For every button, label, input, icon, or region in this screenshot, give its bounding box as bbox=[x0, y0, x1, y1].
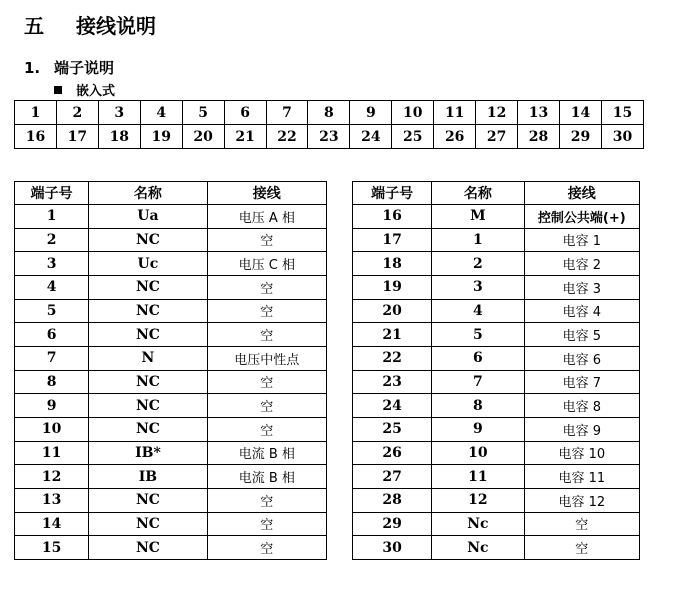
table-row bbox=[15, 512, 327, 536]
cell-wiring: 电压 C 相 bbox=[207, 252, 326, 276]
table-row bbox=[15, 323, 327, 347]
grid-cell: 30 bbox=[601, 125, 643, 149]
cell-name: Ua bbox=[89, 205, 207, 229]
cell-name: NC bbox=[89, 488, 207, 512]
cell-wiring: 电压中性点 bbox=[207, 346, 326, 370]
cell-wiring: 电容 10 bbox=[524, 441, 639, 465]
table-row bbox=[15, 252, 327, 276]
table-row bbox=[353, 370, 640, 394]
grid-cell: 21 bbox=[224, 125, 266, 149]
cell-terminal-no: 26 bbox=[353, 441, 432, 465]
table-row bbox=[15, 536, 327, 560]
grid-cell: 12 bbox=[476, 101, 518, 125]
cell-name: 5 bbox=[432, 323, 524, 347]
grid-cell: 4 bbox=[140, 101, 182, 125]
cell-terminal-no: 28 bbox=[353, 488, 432, 512]
cell-terminal-no: 23 bbox=[353, 370, 432, 394]
grid-cell: 8 bbox=[308, 101, 350, 125]
cell-wiring: 空 bbox=[207, 323, 326, 347]
cell-terminal-no: 15 bbox=[15, 536, 89, 560]
cell-name: NC bbox=[89, 370, 207, 394]
cell-terminal-no: 9 bbox=[15, 394, 89, 418]
table-row bbox=[353, 323, 640, 347]
cell-wiring: 电容 8 bbox=[524, 394, 639, 418]
table-row bbox=[353, 228, 640, 252]
cell-name: 12 bbox=[432, 488, 524, 512]
header-terminal-no: 端子号 bbox=[15, 182, 89, 205]
grid-cell: 17 bbox=[56, 125, 98, 149]
cell-wiring: 电容 2 bbox=[524, 252, 639, 276]
table-row bbox=[353, 536, 640, 560]
subsection-heading bbox=[24, 57, 114, 78]
cell-wiring: 电容 12 bbox=[524, 488, 639, 512]
grid-cell: 15 bbox=[601, 101, 643, 125]
cell-wiring: 空 bbox=[207, 394, 326, 418]
section-title: 接线说明 bbox=[76, 14, 156, 38]
cell-wiring: 电容 7 bbox=[524, 370, 639, 394]
header-wiring: 接线 bbox=[524, 182, 639, 205]
cell-name: NC bbox=[89, 417, 207, 441]
cell-name: M bbox=[432, 205, 524, 229]
table-header-row bbox=[15, 182, 327, 205]
table-row bbox=[353, 417, 640, 441]
grid-cell: 13 bbox=[518, 101, 560, 125]
cell-terminal-no: 17 bbox=[353, 228, 432, 252]
cell-terminal-no: 5 bbox=[15, 299, 89, 323]
terminal-number-grid bbox=[14, 100, 644, 149]
grid-cell: 10 bbox=[392, 101, 434, 125]
cell-wiring: 空 bbox=[207, 417, 326, 441]
grid-cell: 18 bbox=[98, 125, 140, 149]
grid-cell: 25 bbox=[392, 125, 434, 149]
table-row bbox=[15, 441, 327, 465]
section-number: 五 bbox=[24, 14, 44, 38]
subsection-number: 1. bbox=[24, 59, 41, 77]
terminal-table-right bbox=[352, 181, 640, 560]
cell-terminal-no: 25 bbox=[353, 417, 432, 441]
cell-wiring: 电容 3 bbox=[524, 275, 639, 299]
cell-name: 11 bbox=[432, 465, 524, 489]
table-row bbox=[15, 228, 327, 252]
cell-wiring: 电容 1 bbox=[524, 228, 639, 252]
cell-wiring: 空 bbox=[207, 299, 326, 323]
table-row bbox=[353, 512, 640, 536]
cell-terminal-no: 1 bbox=[15, 205, 89, 229]
header-wiring: 接线 bbox=[207, 182, 326, 205]
table-row bbox=[353, 465, 640, 489]
subsection-title: 端子说明 bbox=[54, 59, 115, 77]
cell-terminal-no: 16 bbox=[353, 205, 432, 229]
cell-terminal-no: 19 bbox=[353, 275, 432, 299]
grid-cell: 7 bbox=[266, 101, 308, 125]
cell-terminal-no: 14 bbox=[15, 512, 89, 536]
square-bullet-icon bbox=[54, 86, 62, 94]
grid-row bbox=[15, 125, 644, 149]
cell-name: 9 bbox=[432, 417, 524, 441]
cell-name: NC bbox=[89, 394, 207, 418]
cell-wiring: 电容 5 bbox=[524, 323, 639, 347]
grid-row bbox=[15, 101, 644, 125]
grid-cell: 29 bbox=[559, 125, 601, 149]
cell-name: NC bbox=[89, 299, 207, 323]
section-heading bbox=[24, 10, 156, 39]
table-row bbox=[15, 299, 327, 323]
cell-wiring: 空 bbox=[524, 536, 639, 560]
cell-terminal-no: 2 bbox=[15, 228, 89, 252]
cell-terminal-no: 8 bbox=[15, 370, 89, 394]
table-row bbox=[353, 299, 640, 323]
cell-name: 7 bbox=[432, 370, 524, 394]
grid-cell: 28 bbox=[518, 125, 560, 149]
cell-name: IB bbox=[89, 465, 207, 489]
cell-name: N bbox=[89, 346, 207, 370]
cell-name: Nc bbox=[432, 512, 524, 536]
cell-terminal-no: 21 bbox=[353, 323, 432, 347]
cell-wiring: 电流 B 相 bbox=[207, 441, 326, 465]
cell-terminal-no: 12 bbox=[15, 465, 89, 489]
cell-name: NC bbox=[89, 275, 207, 299]
grid-cell: 5 bbox=[182, 101, 224, 125]
cell-terminal-no: 24 bbox=[353, 394, 432, 418]
table-row bbox=[15, 275, 327, 299]
table-row bbox=[15, 488, 327, 512]
grid-cell: 14 bbox=[559, 101, 601, 125]
cell-name: 6 bbox=[432, 346, 524, 370]
cell-wiring: 空 bbox=[524, 512, 639, 536]
table-header-row bbox=[353, 182, 640, 205]
cell-terminal-no: 22 bbox=[353, 346, 432, 370]
grid-cell: 19 bbox=[140, 125, 182, 149]
grid-cell: 23 bbox=[308, 125, 350, 149]
cell-wiring: 电容 4 bbox=[524, 299, 639, 323]
table-row bbox=[353, 394, 640, 418]
cell-wiring: 控制公共端(+) bbox=[524, 205, 639, 229]
header-name: 名称 bbox=[432, 182, 524, 205]
cell-name: IB* bbox=[89, 441, 207, 465]
cell-name: 2 bbox=[432, 252, 524, 276]
cell-wiring: 电容 11 bbox=[524, 465, 639, 489]
cell-name: 1 bbox=[432, 228, 524, 252]
cell-terminal-no: 30 bbox=[353, 536, 432, 560]
cell-name: 8 bbox=[432, 394, 524, 418]
cell-terminal-no: 27 bbox=[353, 465, 432, 489]
cell-wiring: 空 bbox=[207, 275, 326, 299]
cell-wiring: 空 bbox=[207, 512, 326, 536]
table-row bbox=[353, 275, 640, 299]
cell-name: 4 bbox=[432, 299, 524, 323]
grid-cell: 27 bbox=[476, 125, 518, 149]
cell-terminal-no: 6 bbox=[15, 323, 89, 347]
grid-cell: 1 bbox=[15, 101, 57, 125]
cell-name: 3 bbox=[432, 275, 524, 299]
grid-cell: 2 bbox=[56, 101, 98, 125]
grid-cell: 9 bbox=[350, 101, 392, 125]
table-row bbox=[15, 417, 327, 441]
cell-wiring: 电流 B 相 bbox=[207, 465, 326, 489]
cell-terminal-no: 13 bbox=[15, 488, 89, 512]
cell-wiring: 电容 9 bbox=[524, 417, 639, 441]
cell-wiring: 空 bbox=[207, 536, 326, 560]
cell-name: Uc bbox=[89, 252, 207, 276]
grid-cell: 24 bbox=[350, 125, 392, 149]
table-row bbox=[15, 394, 327, 418]
table-row bbox=[15, 465, 327, 489]
cell-wiring: 空 bbox=[207, 370, 326, 394]
table-row bbox=[15, 346, 327, 370]
header-name: 名称 bbox=[89, 182, 207, 205]
cell-terminal-no: 18 bbox=[353, 252, 432, 276]
cell-wiring: 电容 6 bbox=[524, 346, 639, 370]
table-row bbox=[353, 346, 640, 370]
table-row bbox=[353, 252, 640, 276]
cell-name: NC bbox=[89, 536, 207, 560]
cell-name: 10 bbox=[432, 441, 524, 465]
cell-name: NC bbox=[89, 512, 207, 536]
cell-name: Nc bbox=[432, 536, 524, 560]
cell-wiring: 空 bbox=[207, 228, 326, 252]
cell-terminal-no: 29 bbox=[353, 512, 432, 536]
table-row bbox=[353, 441, 640, 465]
grid-cell: 11 bbox=[434, 101, 476, 125]
cell-terminal-no: 4 bbox=[15, 275, 89, 299]
grid-cell: 16 bbox=[15, 125, 57, 149]
grid-cell: 20 bbox=[182, 125, 224, 149]
table-row bbox=[353, 205, 640, 229]
grid-cell: 6 bbox=[224, 101, 266, 125]
bullet-item bbox=[54, 80, 115, 99]
table-row bbox=[353, 488, 640, 512]
cell-terminal-no: 7 bbox=[15, 346, 89, 370]
grid-cell: 3 bbox=[98, 101, 140, 125]
bullet-label: 嵌入式 bbox=[76, 84, 116, 99]
cell-terminal-no: 20 bbox=[353, 299, 432, 323]
cell-name: NC bbox=[89, 228, 207, 252]
cell-terminal-no: 10 bbox=[15, 417, 89, 441]
grid-cell: 26 bbox=[434, 125, 476, 149]
cell-name: NC bbox=[89, 323, 207, 347]
cell-wiring: 空 bbox=[207, 488, 326, 512]
table-row bbox=[15, 370, 327, 394]
grid-cell: 22 bbox=[266, 125, 308, 149]
cell-terminal-no: 11 bbox=[15, 441, 89, 465]
cell-terminal-no: 3 bbox=[15, 252, 89, 276]
terminal-table-left bbox=[14, 181, 327, 560]
header-terminal-no: 端子号 bbox=[353, 182, 432, 205]
table-row bbox=[15, 205, 327, 229]
cell-wiring: 电压 A 相 bbox=[207, 205, 326, 229]
